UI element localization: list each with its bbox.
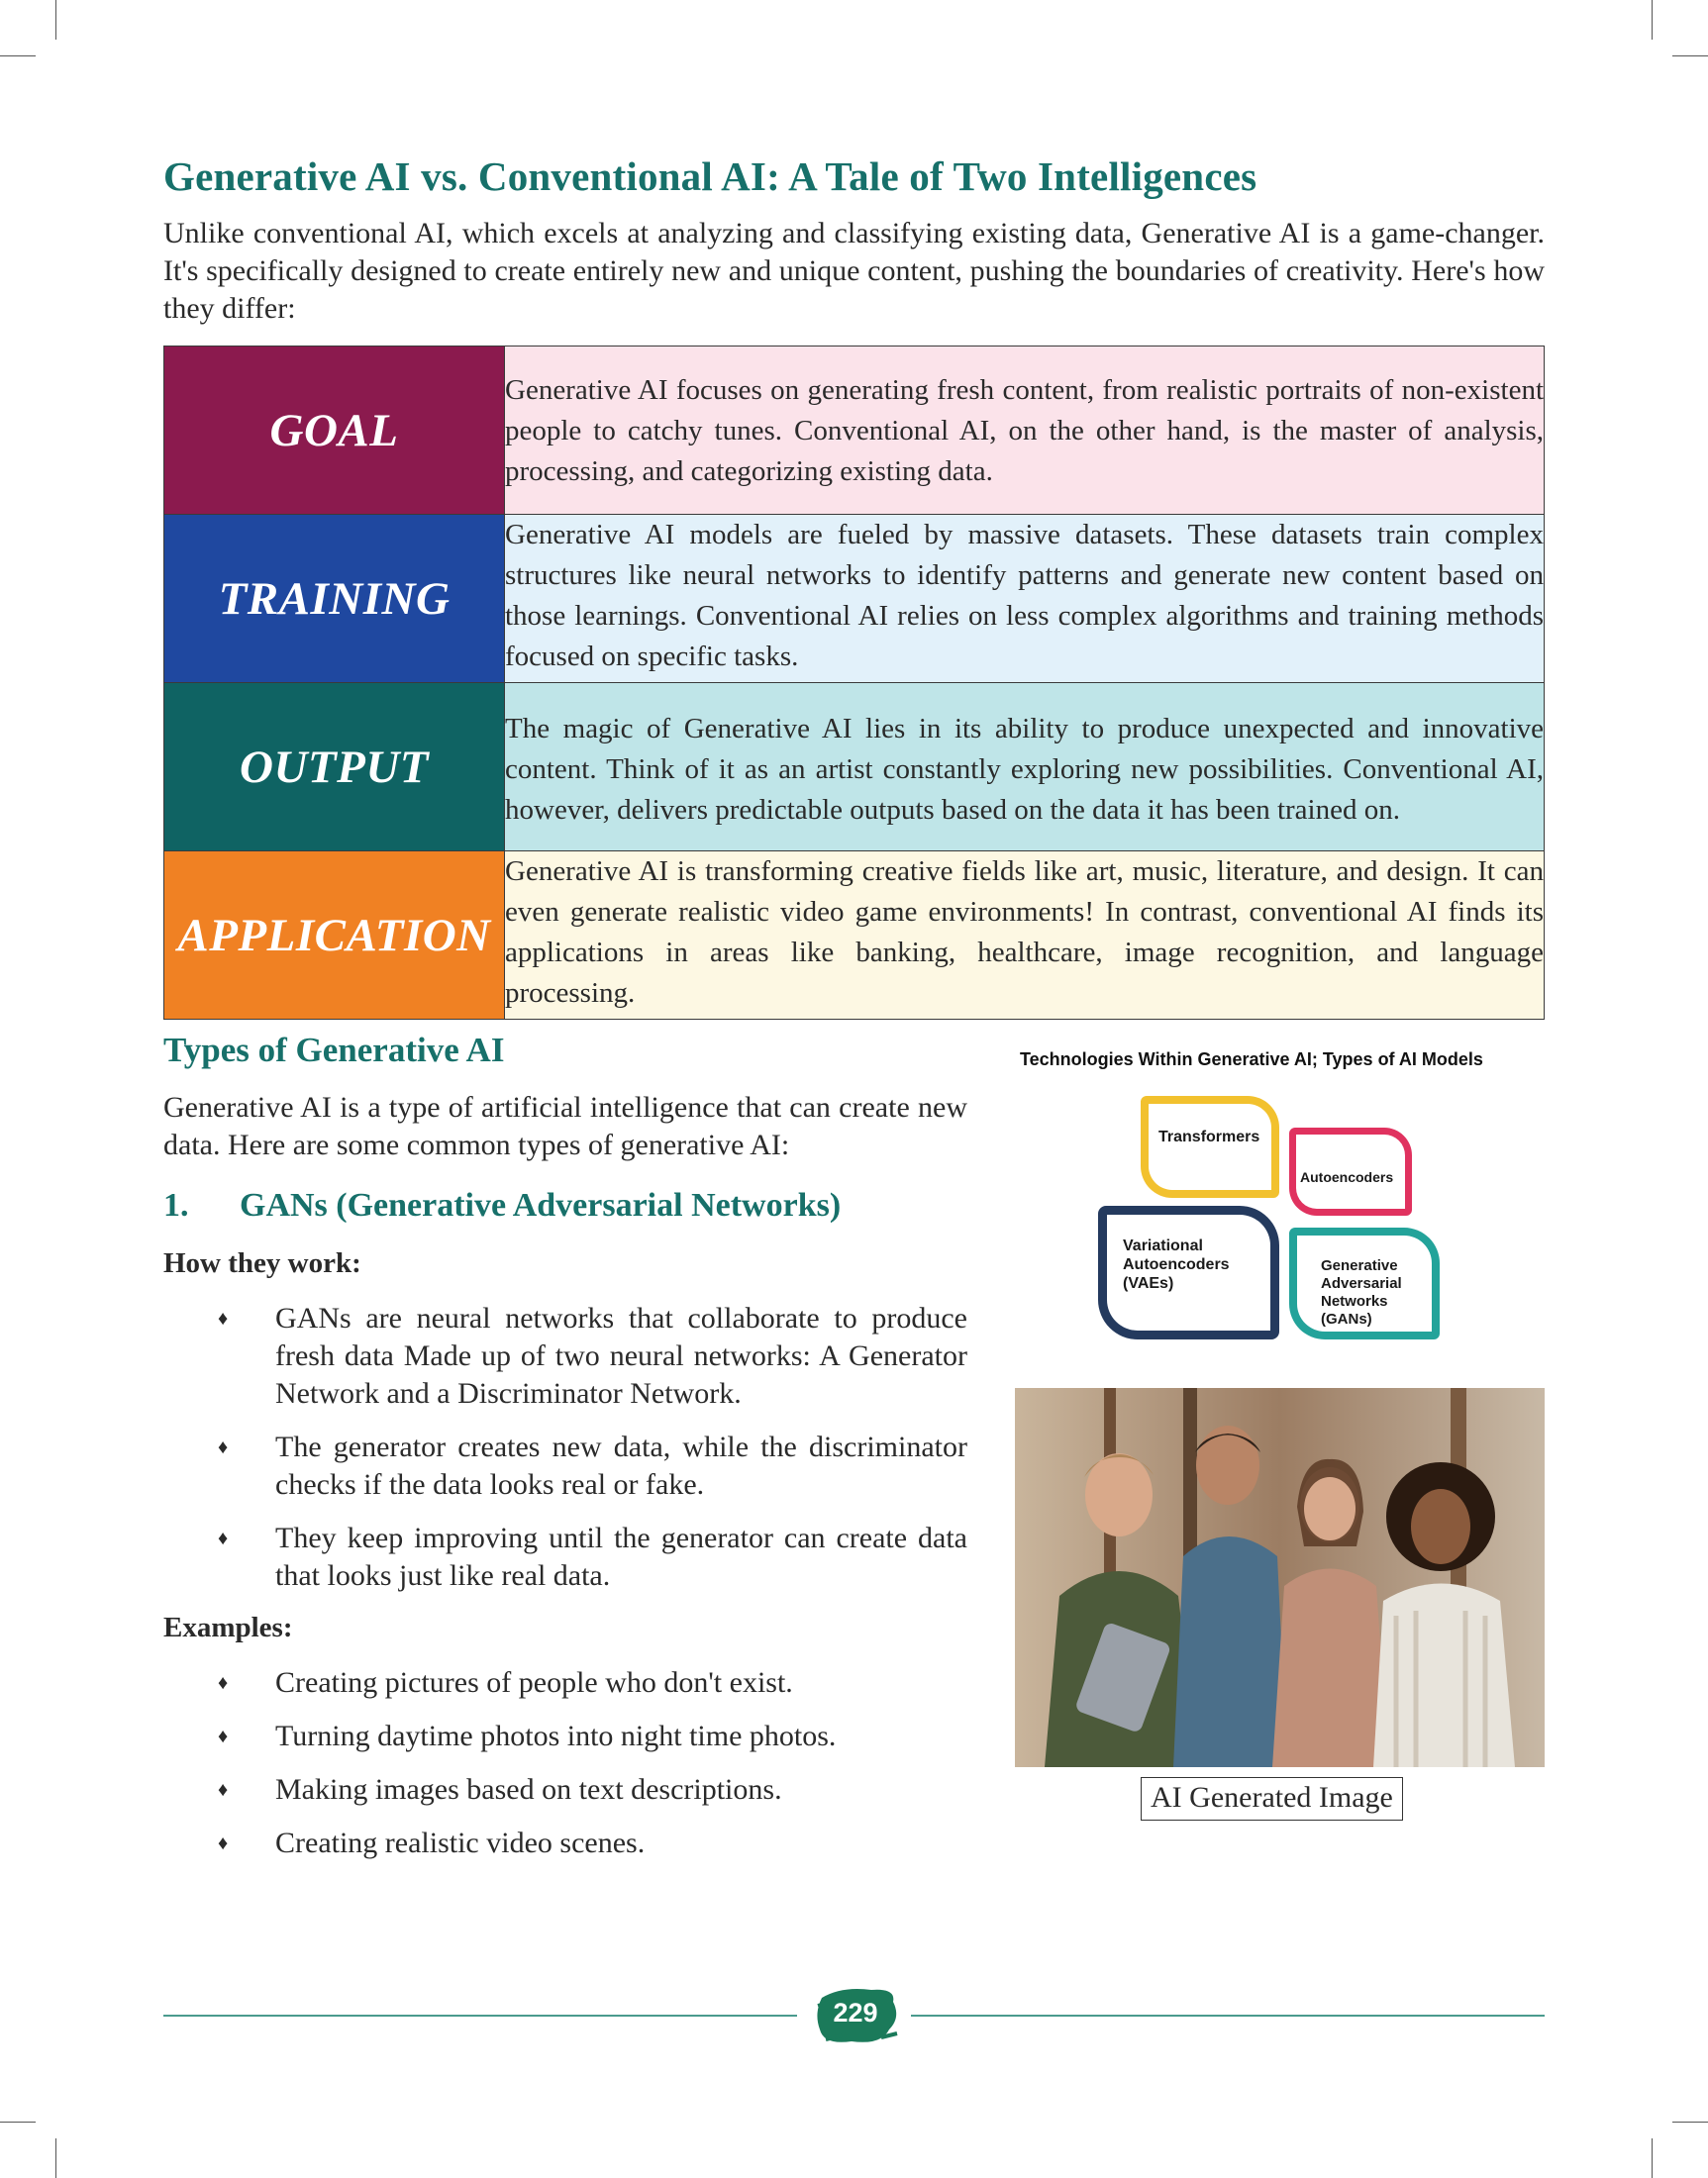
- types-intro: Generative AI is a type of artificial intelligence that can create new data. Here are some common types of generative AI:: [163, 1091, 967, 1161]
- row-text-training: Generative AI models are fueled by massive datasets. These datasets train complex structures like neural networks to identify patterns and generate new content based on those learnings. Conventional AI relies on less complex algorithms and training methods focused on specific tasks.: [505, 515, 1545, 683]
- row-text-goal: Generative AI focuses on generating fresh content, from realistic portraits of non-existent people to catchy tunes. Conventional AI, on the other hand, is the master of analysis, processing, and categorizing existing data.: [505, 346, 1545, 515]
- list-item: ♦ Creating realistic video scenes.: [163, 1825, 967, 1862]
- row-label-output: OUTPUT: [164, 683, 505, 851]
- types-heading: Types of Generative AI: [163, 1031, 505, 1069]
- bullet-icon: ♦: [218, 1726, 229, 1747]
- row-label-application: APPLICATION: [164, 851, 505, 1020]
- list-item: ♦ GANs are neural networks that collaborate to produce fresh data Made up of two neural networks: A Generator Network and a Discriminator Network.: [218, 1302, 967, 1410]
- row-label-goal: GOAL: [164, 346, 505, 515]
- examples-list: [163, 1664, 967, 1878]
- row-text-application: Generative AI is transforming creative fields like art, music, literature, and design. It can even generate realistic video game environments! In contrast, conventional AI finds its applications in areas like banking, healthcare, image recognition, and language processing.: [505, 851, 1545, 1020]
- page-title: Generative AI vs. Conventional AI: A Tale of Two Intelligences: [163, 153, 1257, 199]
- list-item: ♦ Creating pictures of people who don't exist.: [163, 1664, 967, 1702]
- crop-mark: [0, 55, 36, 56]
- diagram-box-vaes: Variational Autoencoders (VAEs): [1098, 1206, 1279, 1339]
- crop-mark: [55, 0, 56, 40]
- how-list: [163, 1300, 967, 1611]
- list-item: ♦ Turning daytime photos into night time photos.: [163, 1718, 967, 1755]
- comparison-table: [163, 346, 1545, 1020]
- comparison-row-training: [164, 515, 1545, 683]
- crop-mark: [1652, 2138, 1653, 2178]
- how-heading: How they work:: [163, 1247, 361, 1279]
- list-item: ♦ The generator creates new data, while the discriminator checks if the data looks real or fake.: [218, 1431, 967, 1501]
- crop-mark: [1652, 0, 1653, 40]
- bullet-icon: ♦: [218, 1528, 229, 1549]
- ai-generated-photo: [1015, 1388, 1545, 1767]
- crop-mark: [55, 2138, 56, 2178]
- bullet-icon: ♦: [218, 1779, 229, 1801]
- people-photo-illustration: [1015, 1388, 1545, 1767]
- crop-mark: [0, 2122, 36, 2123]
- list-item: ♦ They keep improving until the generator can create data that looks just like real data.: [218, 1522, 967, 1592]
- page-number: 229: [833, 1998, 878, 2028]
- diagram-title: Technologies Within Generative AI; Types of AI Models: [1020, 1049, 1483, 1069]
- crop-mark: [1672, 2122, 1708, 2123]
- crop-mark: [1672, 55, 1708, 56]
- footer-rule-left: [163, 2015, 797, 2017]
- gans-heading-text: GANs (Generative Adversarial Networks): [240, 1187, 842, 1224]
- row-label-training: TRAINING: [164, 515, 505, 683]
- bullet-icon: ♦: [218, 1308, 229, 1330]
- examples-heading: Examples:: [163, 1612, 293, 1643]
- gans-heading-number: 1.: [163, 1187, 189, 1224]
- list-item: ♦ Making images based on text descriptions.: [163, 1771, 967, 1809]
- diagram-box-gans: Generative Adversarial Networks (GANs): [1289, 1228, 1440, 1339]
- comparison-row-goal: [164, 346, 1545, 515]
- diagram-box-transformers: Transformers: [1141, 1096, 1279, 1198]
- bullet-icon: ♦: [218, 1832, 229, 1854]
- diagram-box-autoencoders: Autoencoders: [1289, 1128, 1412, 1216]
- intro-paragraph: Unlike conventional AI, which excels at analyzing and classifying existing data, Generative AI is a game-changer. It's specifically designed to create entirely new and unique content, pushing the boundaries of creativity. Here's how they differ:: [163, 217, 1545, 325]
- bullet-icon: ♦: [218, 1436, 229, 1458]
- row-text-output: The magic of Generative AI lies in its ability to produce unexpected and innovative content. Think of it as an artist constantly exploring new possibilities. Conventional AI, however, delivers predictable outputs based on the data it has been trained on.: [505, 683, 1545, 851]
- comparison-row-output: [164, 683, 1545, 851]
- footer-rule-right: [911, 2015, 1545, 2017]
- gans-heading: [163, 1187, 841, 1225]
- photo-caption: AI Generated Image: [1141, 1777, 1403, 1821]
- bullet-icon: ♦: [218, 1672, 229, 1694]
- comparison-row-application: [164, 851, 1545, 1020]
